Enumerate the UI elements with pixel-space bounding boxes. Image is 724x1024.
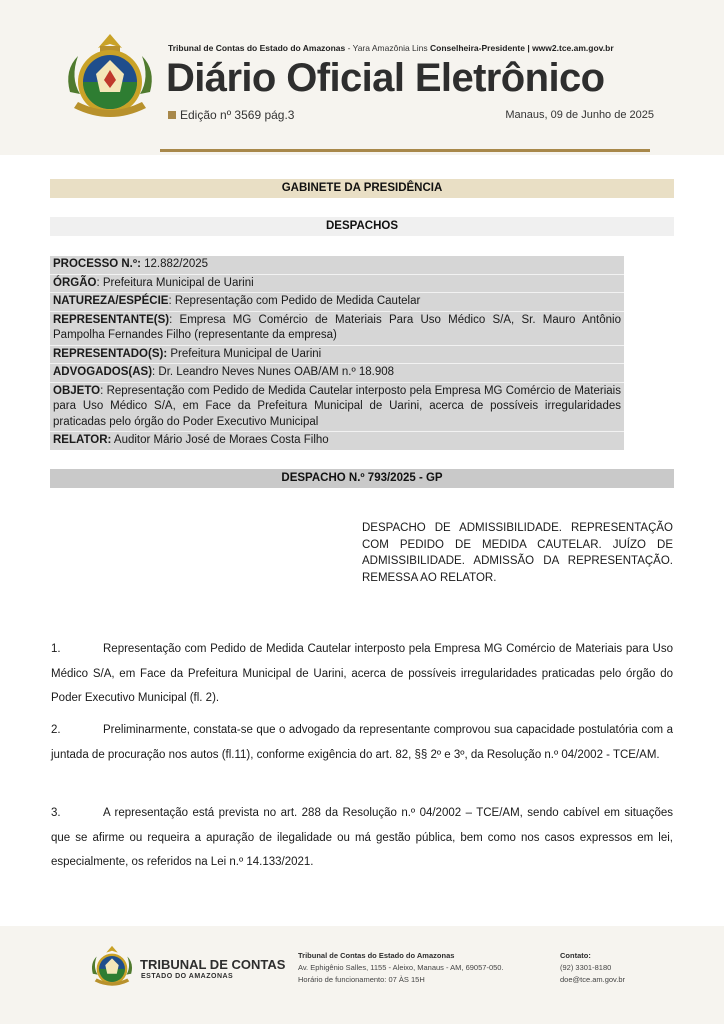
header-president-role: Conselheira-Presidente — [430, 43, 525, 53]
processo-value: 12.882/2025 — [140, 258, 209, 270]
page-title: Diário Oficial Eletrônico — [166, 56, 605, 100]
process-info-box — [50, 256, 624, 450]
header-org-line — [168, 43, 614, 53]
footer-brand-sub: ESTADO DO AMAZONAS — [141, 973, 234, 980]
relator-value: Auditor Mário José de Moraes Costa Filho — [111, 434, 329, 446]
section-despachos: DESPACHOS — [50, 217, 674, 236]
processo-label: PROCESSO N.º: — [53, 258, 141, 270]
header-separator: | — [524, 43, 533, 53]
header-org-name: Tribunal de Contas do Estado do Amazonas — [168, 43, 346, 53]
header-tagline: - Yara Amazônia Lins — [345, 43, 430, 53]
ementa-summary: DESPACHO DE ADMISSIBILIDADE. REPRESENTAÇÃO COM PEDIDO DE MEDIDA CAUTELAR. JUÍZO DE ADMISSIBILIDADE. ADMISSÃO DA REPRESENTAÇÃO. REMESSA AO RELATOR. — [362, 522, 673, 584]
info-row-orgao — [50, 275, 624, 294]
representado-value: Prefeitura Municipal de Uarini — [167, 347, 322, 360]
info-row-objeto — [50, 383, 624, 433]
footer-coat-of-arms-icon — [88, 944, 136, 990]
advogados-label: ADVOGADOS(AS) — [53, 366, 153, 378]
footer-email-link[interactable]: doe@tce.am.gov.br — [560, 975, 626, 984]
footer-hours: Horário de funcionamento: 07 ÀS 15H — [298, 975, 425, 984]
info-row-processo — [50, 256, 624, 275]
section-gabinete: GABINETE DA PRESIDÊNCIA — [50, 179, 674, 198]
header-website-link[interactable]: www2.tce.am.gov.br — [532, 43, 614, 53]
advogados-value: : Dr. Leandro Neves Nunes OAB/AM n.º 18.908 — [152, 366, 395, 378]
representante-label: REPRESENTANTE(S) — [53, 313, 170, 326]
paragraph-number: 3. — [51, 807, 61, 819]
natureza-label: NATUREZA/ESPÉCIE — [53, 295, 169, 307]
place-date: Manaus, 09 de Junho de 2025 — [505, 109, 654, 121]
info-row-relator — [50, 432, 624, 450]
orgao-label: ÓRGÃO — [53, 276, 97, 289]
paragraph-1 — [51, 637, 673, 711]
objeto-label: OBJETO — [53, 384, 101, 397]
paragraph-number: 2. — [51, 724, 61, 736]
relator-label: RELATOR: — [53, 434, 112, 446]
header-divider — [160, 149, 650, 152]
representante-value: : Empresa MG Comércio de Materiais Para Uso Médico S/A, Sr. Mauro Antônio Pampolha Fernandes Filho (representante da empresa) — [53, 313, 621, 341]
footer-contact-label: Contato: — [560, 951, 591, 960]
footer-address-block — [298, 950, 504, 986]
footer-address: Av. Ephigênio Salles, 1155 - Aleixo, Manaus - AM, 69057-050. — [298, 963, 504, 972]
paragraph-3 — [51, 801, 673, 875]
footer-brand: TRIBUNAL DE CONTAS — [140, 957, 286, 972]
edition-info — [168, 108, 294, 122]
despacho-number-bar: DESPACHO N.º 793/2025 - GP — [50, 469, 674, 488]
footer-contact-block — [560, 950, 625, 986]
info-row-natureza — [50, 293, 624, 312]
coat-of-arms-logo-icon — [60, 30, 160, 126]
info-row-representante — [50, 312, 624, 346]
footer-org-name: Tribunal de Contas do Estado do Amazonas — [298, 951, 455, 960]
natureza-value: : Representação com Pedido de Medida Cautelar — [168, 295, 421, 307]
footer-phone[interactable]: (92) 3301-8180 — [560, 963, 612, 972]
info-row-representado — [50, 346, 624, 365]
info-row-advogados — [50, 364, 624, 383]
edition-label: Edição nº 3569 pág.3 — [180, 108, 295, 122]
orgao-value: : Prefeitura Municipal de Uarini — [96, 276, 254, 289]
square-bullet-icon — [168, 111, 176, 119]
paragraph-2 — [51, 718, 673, 767]
paragraph-text: A representação está prevista no art. 288 da Resolução n.º 04/2002 – TCE/AM, sendo cabível em situações que se afirme ou requeira a apuração de ilegalidade ou má gestão pública, bem como nos casos expressos em lei, especialmente, os referidos na Lei n.º 14.133/2021. — [51, 807, 673, 868]
representado-label: REPRESENTADO(S): — [53, 347, 168, 360]
paragraph-number: 1. — [51, 643, 61, 655]
objeto-value: : Representação com Pedido de Medida Cautelar interposto pela Empresa MG Comércio de Materiais para Uso Médico S/A, em Face da Prefeitura Municipal de Uarini, acerca de possíveis irregularidades praticadas pelo órgão do Poder Executivo Municipal — [53, 384, 621, 428]
paragraph-text: Preliminarmente, constata-se que o advogado da representante comprovou sua capacidade postulatória com a juntada de procuração nos autos (fl.11), conforme exigência do art. 82, §§ 2º e 3º, da Resolução n.º 04/2002 - TCE/AM. — [51, 724, 673, 761]
paragraph-text: Representação com Pedido de Medida Cautelar interposto pela Empresa MG Comércio de Materiais para Uso Médico S/A, em Face da Prefeitura Municipal de Uarini, acerca de possíveis irregularidades praticadas pelo órgão do Poder Executivo Municipal (fl. 2). — [51, 643, 673, 704]
